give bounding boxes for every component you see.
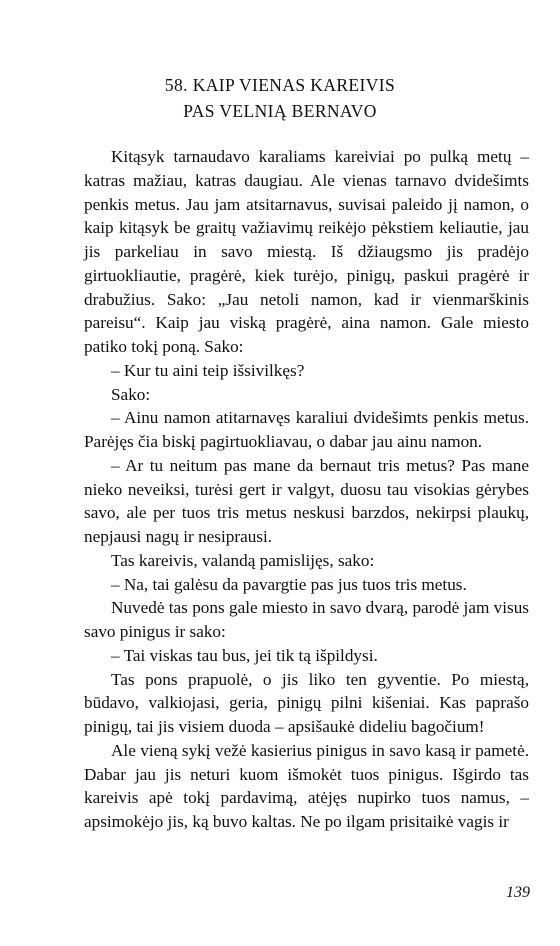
paragraph: – Ainu namon atitarnavęs karaliui dvidešimts penkis metus. Parėjęs čia biskį pagirtuokliavau, o dabar jau ainu namon.	[84, 408, 529, 451]
paragraph: Tas kareivis, valandą pamislijęs, sako:	[111, 550, 375, 570]
paragraph: Ale vieną sykį vežė kasierius pinigus in savo kasą ir pametė. Dabar jau jis neturi kuom išmokėt tuos pinigus. Išgirdo tas kareivis apė tokį pardavimą, atėjęs nupirko tuos namus, – apsimokėjo jis, ką buvo kaltas. Ne po ilgam prisitaikė vagis ir	[84, 740, 529, 831]
page-number: 139	[506, 884, 530, 901]
paragraph: – Tai viskas tau bus, jei tik tą išpildysi.	[111, 645, 378, 665]
paragraph: Nuvedė tas pons gale miesto in savo dvarą, parodė jam visus savo pinigus ir sako:	[84, 598, 529, 641]
chapter-body	[84, 145, 529, 834]
paragraph: Kitąsyk tarnaudavo karaliams kareiviai po pulką metų – katras mažiau, katras daugiau. Ale vienas tarnavo dvidešimts penkis metus. Jau jam atsitarnavus, suvisai paleido jį namon, o kaip kitąsyk be graitų važiavimų reikėjo pėkstiem keliautie, jau jis parkeliau in savo miestą. Iš džiaugsmo jis pradėjo girtuokliautie, pragėrė, kiek turėjo, pinigų, paskui pragėrė ir drabužius. Sako: „Jau netoli namon, kad ir vienmarškinis pareisu“. Kaip jau viską pragėrė, aina namon. Gale miesto patiko tokį poną. Sako:	[84, 147, 529, 356]
paragraph: Tas pons prapuolė, o jis liko ten gyventie. Po miestą, būdavo, valkiojasi, geria, pinigų pilni kišeniai. Kas paprašo pinigų, tai jis visiem duoda – apsišaukė dideliu bagočium!	[84, 669, 529, 736]
paragraph: – Kur tu aini teip išsivilkęs?	[111, 360, 305, 380]
chapter-title-line-1: 58. KAIP VIENAS KAREIVIS	[164, 75, 396, 95]
paragraph: – Ar tu neitum pas mane da bernaut tris metus? Pas mane nieko neveiksi, turėsi gert ir valgyt, duosu tau visokias gėrybes savo, ale per tuos tris metus neskusi barzdos, nekirpsi plaukų, nepjausi nagų ir nesiprausi.	[84, 455, 529, 546]
chapter-title-line-2: PAS VELNIĄ BERNAVO	[183, 101, 377, 121]
paragraph: – Na, tai galėsu da pavargtie pas jus tuos tris metus.	[111, 574, 467, 594]
paragraph: Sako:	[111, 384, 151, 404]
